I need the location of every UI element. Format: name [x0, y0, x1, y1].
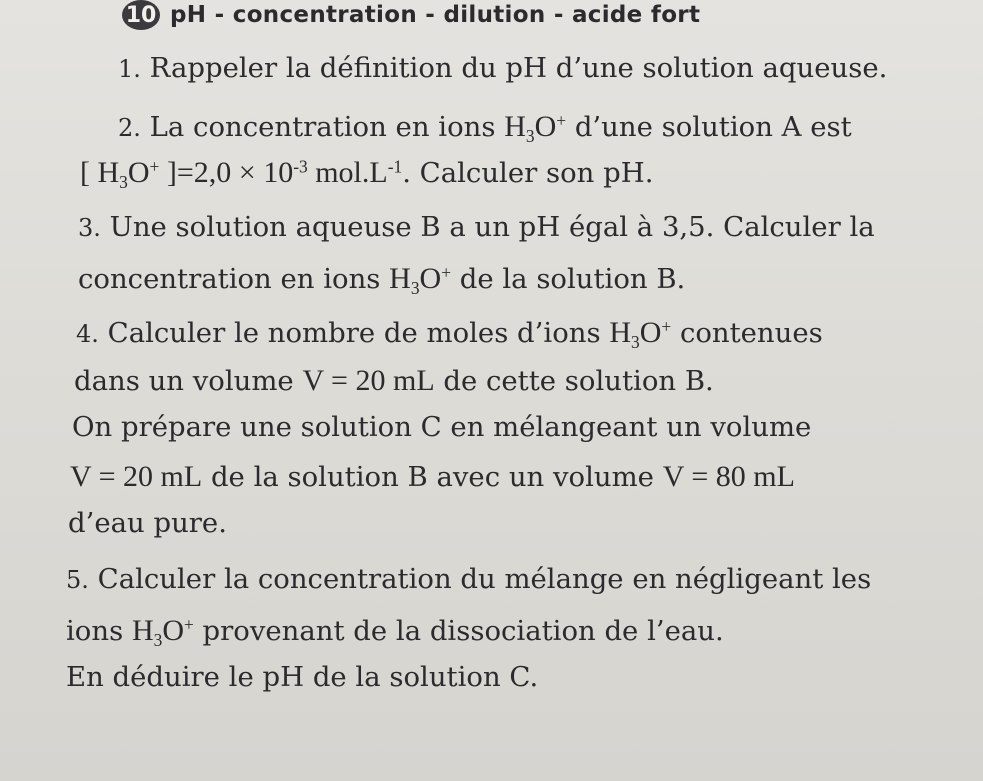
- question-5-number: 5.: [66, 566, 89, 594]
- exercise-title: pH - concentration - dilution - acide fort: [170, 2, 701, 28]
- volume-water-expression: V = 80 mL: [662, 460, 795, 493]
- preparation-line-1: On prépare une solution C en mélangeant un volume: [72, 411, 812, 443]
- question-3-number: 3.: [78, 214, 101, 242]
- question-4-number: 4.: [76, 320, 99, 348]
- preparation-text-mid: de la solution B avec un volume: [210, 461, 654, 493]
- question-2-text-a: La concentration en ions: [149, 111, 496, 143]
- question-2-line-1: [118, 110, 852, 147]
- question-4-text-d: de cette solution B.: [443, 365, 714, 397]
- question-2-text-c: . Calculer son pH.: [402, 157, 654, 189]
- volume-expression: V = 20 mL: [302, 364, 435, 397]
- question-3-line-2: [78, 262, 686, 299]
- question-2-text-b: d’une solution A est: [574, 111, 852, 143]
- question-2-number: 2.: [118, 114, 141, 142]
- exercise-number-badge: 10: [122, 0, 160, 30]
- question-5-text-c: provenant de la dissociation de l’eau.: [202, 615, 724, 647]
- question-4-text-a: Calculer le nombre de moles d’ions: [107, 317, 601, 349]
- question-4-text-b: contenues: [679, 317, 823, 349]
- question-1-text: Rappeler la définition du pH d’une solution aqueuse.: [149, 52, 888, 84]
- question-1-number: 1.: [118, 55, 141, 83]
- question-5-line-3: En déduire le pH de la solution C.: [66, 661, 539, 693]
- exercise-header: [122, 0, 700, 30]
- question-3-text-c: de la solution B.: [459, 263, 686, 295]
- question-3-text-b: concentration en ions: [78, 263, 381, 295]
- question-5-text-b: ions: [66, 615, 124, 647]
- question-3-line-1: [78, 211, 875, 243]
- hydronium-ion: $H_3O^+$: [131, 614, 194, 651]
- question-4-text-c: dans un volume: [74, 365, 294, 397]
- question-4-line-1: [76, 316, 823, 353]
- question-4-line-2: [74, 366, 714, 396]
- hydronium-ion: $H_3O^+$: [504, 110, 567, 147]
- preparation-line-3: d’eau pure.: [68, 507, 227, 539]
- preparation-line-2: [70, 462, 795, 492]
- question-5-line-1: [66, 563, 872, 595]
- question-5-line-2: [66, 614, 724, 651]
- question-2-line-2: [80, 156, 654, 193]
- hydronium-ion: $H_3O^+$: [389, 262, 452, 299]
- volume-b-expression: V = 20 mL: [70, 460, 203, 493]
- hydronium-ion: $H_3O^+$: [609, 316, 672, 353]
- question-5-text-a: Calculer la concentration du mélange en négligeant les: [97, 563, 872, 595]
- question-1: [118, 52, 888, 84]
- question-3-text-a: Une solution aqueuse B a un pH égal à 3,5. Calculer la: [109, 211, 875, 243]
- concentration-expression: [ $H_3O^+$ ]$=2,0 \times 10^{-3}$ $mol.L^{-1}$: [80, 156, 403, 193]
